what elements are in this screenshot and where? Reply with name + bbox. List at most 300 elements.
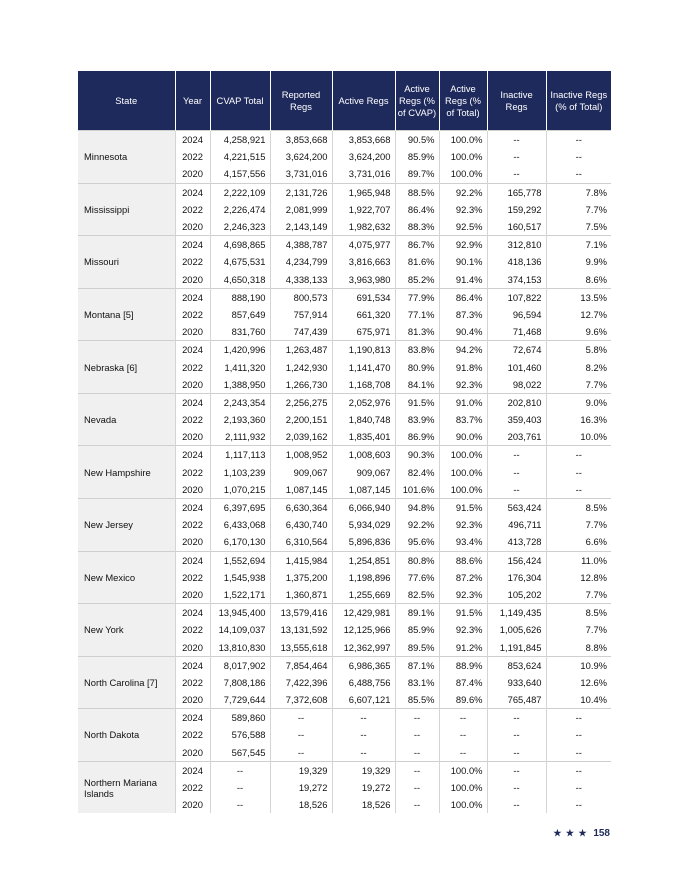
state-cell: New Hampshire bbox=[78, 446, 175, 499]
active-pct-cvap-cell: 80.9% bbox=[395, 358, 439, 375]
active-pct-cvap-cell: 81.3% bbox=[395, 323, 439, 341]
year-cell: 2022 bbox=[175, 569, 210, 586]
table-row bbox=[78, 341, 611, 359]
table-row bbox=[78, 498, 611, 516]
cvap-total-cell: 1,522,171 bbox=[210, 586, 270, 604]
active-pct-total-cell: 90.1% bbox=[439, 253, 487, 270]
active-pct-cvap-cell: 89.5% bbox=[395, 638, 439, 656]
active-regs-cell: 5,896,836 bbox=[332, 533, 395, 551]
cvap-total-cell: 589,860 bbox=[210, 709, 270, 727]
active-regs-cell: 6,986,365 bbox=[332, 656, 395, 674]
inactive-pct-total-cell: 8.8% bbox=[546, 638, 611, 656]
inactive-pct-total-cell: 5.8% bbox=[546, 341, 611, 359]
active-pct-cvap-cell: 83.1% bbox=[395, 674, 439, 691]
cvap-total-cell: 1,420,996 bbox=[210, 341, 270, 359]
year-cell: 2022 bbox=[175, 516, 210, 533]
active-regs-cell: 6,066,940 bbox=[332, 498, 395, 516]
year-cell: 2020 bbox=[175, 428, 210, 446]
active-regs-cell: 5,934,029 bbox=[332, 516, 395, 533]
active-regs-cell: 12,429,981 bbox=[332, 604, 395, 622]
state-cell: Minnesota bbox=[78, 131, 175, 184]
reported-regs-cell: 18,526 bbox=[270, 796, 332, 813]
inactive-pct-total-cell: 7.7% bbox=[546, 376, 611, 394]
active-pct-cvap-cell: 95.6% bbox=[395, 533, 439, 551]
cvap-total-cell: 2,111,932 bbox=[210, 428, 270, 446]
active-pct-cvap-cell: 82.4% bbox=[395, 464, 439, 481]
active-regs-cell: 691,534 bbox=[332, 288, 395, 306]
active-pct-cvap-cell: 94.8% bbox=[395, 498, 439, 516]
inactive-regs-cell: 359,403 bbox=[487, 411, 546, 428]
reported-regs-cell: 1,263,487 bbox=[270, 341, 332, 359]
active-pct-total-cell: 83.7% bbox=[439, 411, 487, 428]
active-pct-total-cell: -- bbox=[439, 726, 487, 743]
active-pct-cvap-cell: 87.1% bbox=[395, 656, 439, 674]
state-cell: Mississippi bbox=[78, 183, 175, 236]
active-pct-total-cell: 100.0% bbox=[439, 464, 487, 481]
inactive-pct-total-cell: 7.7% bbox=[546, 621, 611, 638]
active-regs-cell: 12,125,966 bbox=[332, 621, 395, 638]
year-cell: 2024 bbox=[175, 656, 210, 674]
year-cell: 2020 bbox=[175, 376, 210, 394]
year-cell: 2024 bbox=[175, 709, 210, 727]
table-row bbox=[78, 288, 611, 306]
inactive-pct-total-cell: -- bbox=[546, 709, 611, 727]
year-cell: 2020 bbox=[175, 586, 210, 604]
active-pct-cvap-cell: 80.8% bbox=[395, 551, 439, 569]
cvap-total-cell: 8,017,902 bbox=[210, 656, 270, 674]
reported-regs-cell: 7,372,608 bbox=[270, 691, 332, 709]
inactive-regs-cell: 202,810 bbox=[487, 393, 546, 411]
inactive-regs-cell: -- bbox=[487, 726, 546, 743]
active-regs-cell: -- bbox=[332, 744, 395, 762]
header-active-pct-cvap: Active Regs (% of CVAP) bbox=[395, 71, 439, 131]
active-pct-cvap-cell: -- bbox=[395, 779, 439, 796]
inactive-regs-cell: -- bbox=[487, 131, 546, 149]
active-pct-cvap-cell: 81.6% bbox=[395, 253, 439, 270]
year-cell: 2024 bbox=[175, 183, 210, 201]
cvap-total-cell: -- bbox=[210, 796, 270, 813]
year-cell: 2024 bbox=[175, 446, 210, 464]
star-icons: ★ ★ ★ bbox=[553, 828, 588, 838]
active-pct-total-cell: -- bbox=[439, 709, 487, 727]
inactive-regs-cell: 418,136 bbox=[487, 253, 546, 270]
active-pct-total-cell: 88.9% bbox=[439, 656, 487, 674]
active-regs-cell: 1,008,603 bbox=[332, 446, 395, 464]
header-active-regs: Active Regs bbox=[332, 71, 395, 131]
year-cell: 2020 bbox=[175, 638, 210, 656]
reported-regs-cell: 3,853,668 bbox=[270, 131, 332, 149]
inactive-pct-total-cell: 7.7% bbox=[546, 201, 611, 218]
active-pct-total-cell: 92.3% bbox=[439, 516, 487, 533]
inactive-pct-total-cell: -- bbox=[546, 481, 611, 499]
cvap-total-cell: 13,945,400 bbox=[210, 604, 270, 622]
inactive-pct-total-cell: 9.6% bbox=[546, 323, 611, 341]
cvap-total-cell: 7,808,186 bbox=[210, 674, 270, 691]
active-pct-cvap-cell: 92.2% bbox=[395, 516, 439, 533]
active-pct-total-cell: 92.3% bbox=[439, 621, 487, 638]
active-pct-total-cell: -- bbox=[439, 744, 487, 762]
voter-registration-table bbox=[78, 71, 611, 813]
active-pct-total-cell: 92.3% bbox=[439, 586, 487, 604]
inactive-regs-cell: 159,292 bbox=[487, 201, 546, 218]
active-pct-cvap-cell: 77.6% bbox=[395, 569, 439, 586]
active-regs-cell: -- bbox=[332, 726, 395, 743]
active-regs-cell: 1,255,669 bbox=[332, 586, 395, 604]
reported-regs-cell: 2,081,999 bbox=[270, 201, 332, 218]
year-cell: 2020 bbox=[175, 218, 210, 236]
active-pct-cvap-cell: 86.4% bbox=[395, 201, 439, 218]
reported-regs-cell: 2,131,726 bbox=[270, 183, 332, 201]
inactive-regs-cell: 160,517 bbox=[487, 218, 546, 236]
page-footer bbox=[553, 828, 610, 839]
reported-regs-cell: 7,854,464 bbox=[270, 656, 332, 674]
active-pct-total-cell: 88.6% bbox=[439, 551, 487, 569]
active-pct-cvap-cell: 90.5% bbox=[395, 131, 439, 149]
inactive-regs-cell: 374,153 bbox=[487, 271, 546, 289]
year-cell: 2024 bbox=[175, 341, 210, 359]
active-pct-cvap-cell: 88.5% bbox=[395, 183, 439, 201]
reported-regs-cell: 2,256,275 bbox=[270, 393, 332, 411]
active-pct-cvap-cell: 85.5% bbox=[395, 691, 439, 709]
reported-regs-cell: 4,338,133 bbox=[270, 271, 332, 289]
active-pct-cvap-cell: 91.5% bbox=[395, 393, 439, 411]
year-cell: 2020 bbox=[175, 481, 210, 499]
year-cell: 2022 bbox=[175, 201, 210, 218]
active-regs-cell: 12,362,997 bbox=[332, 638, 395, 656]
inactive-regs-cell: 496,711 bbox=[487, 516, 546, 533]
year-cell: 2024 bbox=[175, 288, 210, 306]
active-pct-cvap-cell: 85.9% bbox=[395, 621, 439, 638]
active-pct-total-cell: 100.0% bbox=[439, 446, 487, 464]
inactive-regs-cell: 312,810 bbox=[487, 236, 546, 254]
inactive-pct-total-cell: 12.7% bbox=[546, 306, 611, 323]
active-pct-total-cell: 100.0% bbox=[439, 131, 487, 149]
year-cell: 2022 bbox=[175, 464, 210, 481]
cvap-total-cell: 1,552,694 bbox=[210, 551, 270, 569]
inactive-pct-total-cell: 8.2% bbox=[546, 358, 611, 375]
year-cell: 2024 bbox=[175, 498, 210, 516]
active-pct-cvap-cell: 86.9% bbox=[395, 428, 439, 446]
year-cell: 2024 bbox=[175, 604, 210, 622]
table-row bbox=[78, 236, 611, 254]
state-cell: Northern Mariana Islands bbox=[78, 761, 175, 813]
inactive-regs-cell: -- bbox=[487, 464, 546, 481]
year-cell: 2020 bbox=[175, 691, 210, 709]
year-cell: 2022 bbox=[175, 779, 210, 796]
active-pct-total-cell: 91.5% bbox=[439, 498, 487, 516]
table-row bbox=[78, 761, 611, 779]
cvap-total-cell: 567,545 bbox=[210, 744, 270, 762]
state-cell: Nebraska [6] bbox=[78, 341, 175, 394]
inactive-regs-cell: 176,304 bbox=[487, 569, 546, 586]
active-pct-cvap-cell: 85.9% bbox=[395, 148, 439, 165]
year-cell: 2022 bbox=[175, 358, 210, 375]
active-pct-cvap-cell: -- bbox=[395, 709, 439, 727]
inactive-pct-total-cell: 7.8% bbox=[546, 183, 611, 201]
inactive-regs-cell: 72,674 bbox=[487, 341, 546, 359]
table-row bbox=[78, 183, 611, 201]
cvap-total-cell: 6,433,068 bbox=[210, 516, 270, 533]
inactive-pct-total-cell: 7.7% bbox=[546, 516, 611, 533]
header-active-pct-total: Active Regs (% of Total) bbox=[439, 71, 487, 131]
inactive-pct-total-cell: 7.5% bbox=[546, 218, 611, 236]
active-pct-total-cell: 92.3% bbox=[439, 201, 487, 218]
inactive-regs-cell: 107,822 bbox=[487, 288, 546, 306]
state-cell: North Carolina [7] bbox=[78, 656, 175, 709]
inactive-regs-cell: 156,424 bbox=[487, 551, 546, 569]
active-pct-total-cell: 87.2% bbox=[439, 569, 487, 586]
active-regs-cell: 3,624,200 bbox=[332, 148, 395, 165]
page-number: 158 bbox=[593, 828, 610, 839]
inactive-pct-total-cell: -- bbox=[546, 744, 611, 762]
inactive-regs-cell: -- bbox=[487, 148, 546, 165]
inactive-regs-cell: -- bbox=[487, 744, 546, 762]
active-regs-cell: 3,816,663 bbox=[332, 253, 395, 270]
cvap-total-cell: 6,170,130 bbox=[210, 533, 270, 551]
reported-regs-cell: -- bbox=[270, 744, 332, 762]
year-cell: 2022 bbox=[175, 306, 210, 323]
reported-regs-cell: 1,375,200 bbox=[270, 569, 332, 586]
year-cell: 2020 bbox=[175, 165, 210, 183]
active-pct-total-cell: 91.0% bbox=[439, 393, 487, 411]
active-pct-total-cell: 89.6% bbox=[439, 691, 487, 709]
cvap-total-cell: 857,649 bbox=[210, 306, 270, 323]
year-cell: 2020 bbox=[175, 744, 210, 762]
active-pct-total-cell: 87.3% bbox=[439, 306, 487, 323]
active-pct-total-cell: 100.0% bbox=[439, 148, 487, 165]
reported-regs-cell: 909,067 bbox=[270, 464, 332, 481]
table-row bbox=[78, 131, 611, 149]
header-year: Year bbox=[175, 71, 210, 131]
header-inactive-pct-total: Inactive Regs (% of Total) bbox=[546, 71, 611, 131]
table-body bbox=[78, 131, 611, 814]
year-cell: 2024 bbox=[175, 131, 210, 149]
inactive-regs-cell: -- bbox=[487, 779, 546, 796]
cvap-total-cell: 2,226,474 bbox=[210, 201, 270, 218]
reported-regs-cell: 2,143,149 bbox=[270, 218, 332, 236]
year-cell: 2020 bbox=[175, 796, 210, 813]
active-regs-cell: 19,329 bbox=[332, 761, 395, 779]
active-pct-total-cell: 93.4% bbox=[439, 533, 487, 551]
reported-regs-cell: 800,573 bbox=[270, 288, 332, 306]
header-cvap-total: CVAP Total bbox=[210, 71, 270, 131]
cvap-total-cell: 1,388,950 bbox=[210, 376, 270, 394]
year-cell: 2024 bbox=[175, 551, 210, 569]
inactive-pct-total-cell: 16.3% bbox=[546, 411, 611, 428]
inactive-pct-total-cell: -- bbox=[546, 779, 611, 796]
active-pct-cvap-cell: 101.6% bbox=[395, 481, 439, 499]
year-cell: 2022 bbox=[175, 674, 210, 691]
active-pct-total-cell: 87.4% bbox=[439, 674, 487, 691]
active-regs-cell: 18,526 bbox=[332, 796, 395, 813]
active-pct-total-cell: 100.0% bbox=[439, 779, 487, 796]
inactive-regs-cell: 933,640 bbox=[487, 674, 546, 691]
inactive-pct-total-cell: 7.7% bbox=[546, 586, 611, 604]
active-pct-cvap-cell: 77.9% bbox=[395, 288, 439, 306]
year-cell: 2020 bbox=[175, 271, 210, 289]
cvap-total-cell: 2,246,323 bbox=[210, 218, 270, 236]
inactive-pct-total-cell: -- bbox=[546, 148, 611, 165]
active-pct-total-cell: 100.0% bbox=[439, 481, 487, 499]
inactive-pct-total-cell: 9.0% bbox=[546, 393, 611, 411]
active-pct-total-cell: 90.4% bbox=[439, 323, 487, 341]
inactive-regs-cell: -- bbox=[487, 481, 546, 499]
inactive-regs-cell: 765,487 bbox=[487, 691, 546, 709]
year-cell: 2022 bbox=[175, 621, 210, 638]
state-cell: Montana [5] bbox=[78, 288, 175, 341]
reported-regs-cell: 4,388,787 bbox=[270, 236, 332, 254]
reported-regs-cell: 7,422,396 bbox=[270, 674, 332, 691]
reported-regs-cell: 1,266,730 bbox=[270, 376, 332, 394]
active-regs-cell: 2,052,976 bbox=[332, 393, 395, 411]
cvap-total-cell: 1,070,215 bbox=[210, 481, 270, 499]
active-pct-cvap-cell: 89.1% bbox=[395, 604, 439, 622]
inactive-regs-cell: 563,424 bbox=[487, 498, 546, 516]
active-regs-cell: 1,141,470 bbox=[332, 358, 395, 375]
inactive-regs-cell: 71,468 bbox=[487, 323, 546, 341]
inactive-regs-cell: 96,594 bbox=[487, 306, 546, 323]
active-pct-cvap-cell: -- bbox=[395, 744, 439, 762]
active-pct-total-cell: 92.3% bbox=[439, 376, 487, 394]
inactive-pct-total-cell: 12.8% bbox=[546, 569, 611, 586]
inactive-regs-cell: 203,761 bbox=[487, 428, 546, 446]
active-regs-cell: 1,168,708 bbox=[332, 376, 395, 394]
cvap-total-cell: 4,698,865 bbox=[210, 236, 270, 254]
reported-regs-cell: 13,555,618 bbox=[270, 638, 332, 656]
active-pct-total-cell: 91.4% bbox=[439, 271, 487, 289]
active-pct-total-cell: 92.5% bbox=[439, 218, 487, 236]
active-regs-cell: 1,254,851 bbox=[332, 551, 395, 569]
active-pct-total-cell: 91.5% bbox=[439, 604, 487, 622]
inactive-pct-total-cell: -- bbox=[546, 446, 611, 464]
inactive-pct-total-cell: 10.4% bbox=[546, 691, 611, 709]
inactive-pct-total-cell: -- bbox=[546, 165, 611, 183]
active-regs-cell: 661,320 bbox=[332, 306, 395, 323]
year-cell: 2022 bbox=[175, 148, 210, 165]
reported-regs-cell: 4,234,799 bbox=[270, 253, 332, 270]
inactive-pct-total-cell: 8.6% bbox=[546, 271, 611, 289]
cvap-total-cell: 4,221,515 bbox=[210, 148, 270, 165]
active-pct-cvap-cell: 86.7% bbox=[395, 236, 439, 254]
reported-regs-cell: 1,087,145 bbox=[270, 481, 332, 499]
active-regs-cell: 3,853,668 bbox=[332, 131, 395, 149]
table-row bbox=[78, 446, 611, 464]
active-pct-cvap-cell: -- bbox=[395, 796, 439, 813]
active-pct-cvap-cell: 85.2% bbox=[395, 271, 439, 289]
cvap-total-cell: 888,190 bbox=[210, 288, 270, 306]
reported-regs-cell: 6,310,564 bbox=[270, 533, 332, 551]
cvap-total-cell: -- bbox=[210, 761, 270, 779]
active-pct-total-cell: 92.9% bbox=[439, 236, 487, 254]
year-cell: 2020 bbox=[175, 533, 210, 551]
inactive-pct-total-cell: -- bbox=[546, 761, 611, 779]
reported-regs-cell: 13,131,592 bbox=[270, 621, 332, 638]
inactive-pct-total-cell: -- bbox=[546, 726, 611, 743]
inactive-regs-cell: 101,460 bbox=[487, 358, 546, 375]
inactive-regs-cell: 1,191,845 bbox=[487, 638, 546, 656]
inactive-regs-cell: 413,728 bbox=[487, 533, 546, 551]
active-regs-cell: 19,272 bbox=[332, 779, 395, 796]
state-cell: Missouri bbox=[78, 236, 175, 289]
active-pct-total-cell: 94.2% bbox=[439, 341, 487, 359]
active-regs-cell: 1,982,632 bbox=[332, 218, 395, 236]
reported-regs-cell: 1,242,930 bbox=[270, 358, 332, 375]
inactive-regs-cell: 1,149,435 bbox=[487, 604, 546, 622]
reported-regs-cell: 2,200,151 bbox=[270, 411, 332, 428]
inactive-regs-cell: 165,778 bbox=[487, 183, 546, 201]
table-row bbox=[78, 656, 611, 674]
active-regs-cell: 3,731,016 bbox=[332, 165, 395, 183]
active-pct-cvap-cell: 77.1% bbox=[395, 306, 439, 323]
active-pct-total-cell: 91.8% bbox=[439, 358, 487, 375]
inactive-regs-cell: -- bbox=[487, 796, 546, 813]
year-cell: 2022 bbox=[175, 726, 210, 743]
active-pct-total-cell: 91.2% bbox=[439, 638, 487, 656]
active-pct-total-cell: 100.0% bbox=[439, 165, 487, 183]
inactive-pct-total-cell: 8.5% bbox=[546, 604, 611, 622]
inactive-pct-total-cell: 13.5% bbox=[546, 288, 611, 306]
year-cell: 2024 bbox=[175, 761, 210, 779]
reported-regs-cell: 757,914 bbox=[270, 306, 332, 323]
reported-regs-cell: 19,329 bbox=[270, 761, 332, 779]
reported-regs-cell: -- bbox=[270, 726, 332, 743]
active-pct-cvap-cell: -- bbox=[395, 761, 439, 779]
active-pct-total-cell: 100.0% bbox=[439, 761, 487, 779]
cvap-total-cell: 4,675,531 bbox=[210, 253, 270, 270]
inactive-regs-cell: -- bbox=[487, 446, 546, 464]
active-pct-cvap-cell: 83.8% bbox=[395, 341, 439, 359]
active-pct-total-cell: 92.2% bbox=[439, 183, 487, 201]
reported-regs-cell: 2,039,162 bbox=[270, 428, 332, 446]
reported-regs-cell: 19,272 bbox=[270, 779, 332, 796]
cvap-total-cell: 2,222,109 bbox=[210, 183, 270, 201]
inactive-pct-total-cell: 9.9% bbox=[546, 253, 611, 270]
cvap-total-cell: 13,810,830 bbox=[210, 638, 270, 656]
active-pct-cvap-cell: 83.9% bbox=[395, 411, 439, 428]
active-regs-cell: 1,087,145 bbox=[332, 481, 395, 499]
inactive-regs-cell: 853,624 bbox=[487, 656, 546, 674]
inactive-pct-total-cell: -- bbox=[546, 464, 611, 481]
active-regs-cell: 909,067 bbox=[332, 464, 395, 481]
cvap-total-cell: 1,117,113 bbox=[210, 446, 270, 464]
inactive-pct-total-cell: 6.6% bbox=[546, 533, 611, 551]
active-regs-cell: 675,971 bbox=[332, 323, 395, 341]
active-regs-cell: -- bbox=[332, 709, 395, 727]
cvap-total-cell: 4,258,921 bbox=[210, 131, 270, 149]
reported-regs-cell: 13,579,416 bbox=[270, 604, 332, 622]
year-cell: 2024 bbox=[175, 236, 210, 254]
cvap-total-cell: 14,109,037 bbox=[210, 621, 270, 638]
active-pct-cvap-cell: 88.3% bbox=[395, 218, 439, 236]
reported-regs-cell: 3,731,016 bbox=[270, 165, 332, 183]
inactive-pct-total-cell: 12.6% bbox=[546, 674, 611, 691]
inactive-regs-cell: -- bbox=[487, 709, 546, 727]
year-cell: 2020 bbox=[175, 323, 210, 341]
active-regs-cell: 3,963,980 bbox=[332, 271, 395, 289]
inactive-regs-cell: -- bbox=[487, 761, 546, 779]
inactive-regs-cell: -- bbox=[487, 165, 546, 183]
header-reported-regs: Reported Regs bbox=[270, 71, 332, 131]
state-cell: Nevada bbox=[78, 393, 175, 446]
active-regs-cell: 1,835,401 bbox=[332, 428, 395, 446]
cvap-total-cell: 4,650,318 bbox=[210, 271, 270, 289]
reported-regs-cell: 6,630,364 bbox=[270, 498, 332, 516]
state-cell: North Dakota bbox=[78, 709, 175, 762]
cvap-total-cell: 1,545,938 bbox=[210, 569, 270, 586]
active-regs-cell: 1,198,896 bbox=[332, 569, 395, 586]
cvap-total-cell: 7,729,644 bbox=[210, 691, 270, 709]
state-cell: New Jersey bbox=[78, 498, 175, 551]
